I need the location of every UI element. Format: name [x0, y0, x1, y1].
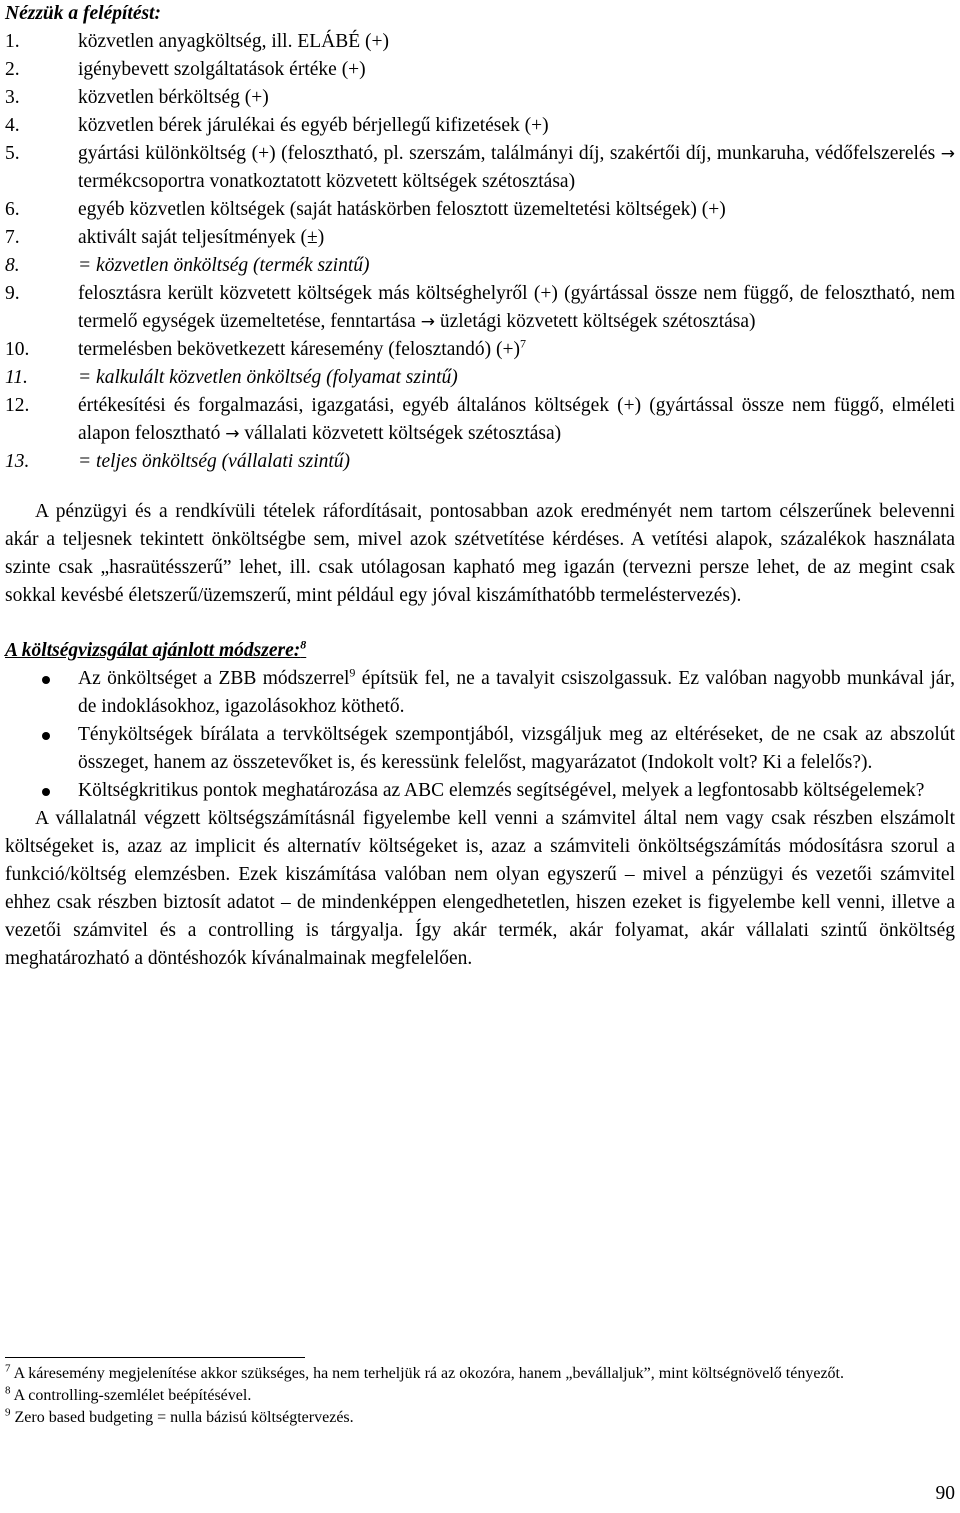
bullet-item: [5, 721, 955, 777]
item-number: 3.: [5, 87, 20, 108]
bullet-icon: [42, 732, 50, 740]
item-number: 12.: [5, 395, 30, 416]
method-list: [5, 665, 955, 805]
list-item: [5, 196, 955, 224]
item-number: 6.: [5, 199, 20, 220]
section-heading: Nézzük a felépítést:: [5, 3, 161, 24]
bullet-text: építsük fel, ne a tavalyit csiszolgassuk. Ez valóban nagyobb munkával jár, de indoklásokhoz, igazolásokhoz köthető.: [78, 668, 955, 717]
item-number: 5.: [5, 143, 20, 164]
item-text: közvetlen anyagköltség, ill. ELÁBÉ (+): [78, 31, 390, 52]
item-text: = közvetlen önköltség (termék szintű): [78, 255, 370, 276]
bullet-text: Tényköltségek bírálata a tervköltségek szempontjából, vizsgáljuk meg az eltéréseket, de ne csak az abszolút összeget, hanem az összetevőket is, és keressünk felelőst, magyarázatot (Indokolt volt? Ki a felelős?).: [78, 724, 955, 773]
item-text: termékcsoportra vonatkoztatott közvetett költségek szétosztása): [78, 171, 576, 192]
item-number: 7.: [5, 227, 20, 248]
footnote-divider: [5, 1357, 305, 1358]
list-item: [5, 140, 955, 196]
footnote: [5, 1363, 955, 1385]
spacer: [5, 476, 955, 498]
paragraph: A pénzügyi és a rendkívüli tételek ráfordításait, pontosabban azok eredményét nem tartom célszerűnek belevenni akár a teljesnek tekintett önköltségbe sem, mivel azok szétvetítése kérdéses. A vetítési alapok, százalékok használata szinte csak „hasraütésszerű” lehet, ill. csak utólagosan kapható meg igazán (tervezni persze lehet, de az megint csak sokkal kevésbé életszerű/üzemszerű, mint például egy jóval kiszámíthatóbb termeléstervezés).: [5, 501, 955, 606]
item-number: 11.: [5, 367, 28, 388]
paragraph: A vállalatnál végzett költségszámításnál figyelembe kell venni a számvitel által nem vagy csak részben elszámolt költségeket is, azaz az implicit és alternatív költségeket is, azaz a számviteli önköltségszámítás módosításra szorul a funkció/költség elemzésben. Ezek kiszámítása valóban nem olyan egyszerű – mivel a pénzügyi és vezetői számvitel ehhez csak részben biztosít adatot – de mindenképpen elengedhetetlen, hiszen ezeket is figyelembe kell venni, illetve a vezetői számvitel és a controlling is tárgyalja. Így akár termék, akár folyamat, akár vállalati szintű önköltség meghatározható a döntéshozók kívánalmainak megfelelően.: [5, 808, 955, 969]
spacer: [5, 610, 955, 637]
bullet-item: [5, 777, 955, 805]
item-number: 2.: [5, 59, 20, 80]
bullet-text: Az önköltséget a ZBB módszerrel: [78, 668, 350, 689]
bullet-text: Költségkritikus pontok meghatározása az ABC elemzés segítségével, melyek a legfontosabb költségelemek?: [78, 780, 925, 801]
item-text: üzletági közvetett költségek szétosztása): [439, 311, 756, 332]
item-text: közvetlen bérek járulékai és egyéb bérjellegű kifizetések (+): [78, 115, 549, 136]
item-number: 1.: [5, 31, 20, 52]
bullet-icon: [42, 676, 50, 684]
item-text: vállalati közvetett költségek szétosztása): [244, 423, 562, 444]
footnote-ref: 9: [349, 665, 356, 680]
footnote-text: A káresemény megjelenítése akkor szükséges, ha nem terheljük rá az okozóra, hanem „bevállaljuk”, mint költségnövelő tényezőt.: [10, 1365, 844, 1382]
item-number: 9.: [5, 283, 20, 304]
list-item: [5, 280, 955, 336]
item-text: termelésben bekövetkezett káresemény (felosztandó) (+): [78, 339, 520, 360]
footnote: [5, 1385, 955, 1407]
page-number: 90: [935, 1483, 955, 1504]
list-item: [5, 56, 955, 84]
method-title: [5, 637, 955, 665]
list-item: [5, 112, 955, 140]
footnote-mark: 8: [5, 1384, 11, 1397]
item-text: gyártási különköltség (+) (felosztható, pl. szerszám, találmányi díj, szakértői díj, munkaruha, védőfelszerelés: [78, 143, 936, 164]
arrow-icon: →: [420, 312, 435, 332]
list-item: [5, 252, 955, 280]
item-number: 4.: [5, 115, 20, 136]
footnote-ref: 7: [519, 336, 526, 351]
list-item: [5, 364, 955, 392]
item-number: 10.: [5, 339, 30, 360]
list-item: [5, 28, 955, 56]
list-item: [5, 84, 955, 112]
list-item: [5, 392, 955, 448]
item-text: közvetlen bérköltség (+): [78, 87, 269, 108]
item-text: felosztásra került közvetett költségek más költséghelyről (+) (gyártással össze nem függő, de felosztható, nem termelő egységek üzemeltetése, fenntartása: [78, 283, 955, 332]
footnote-ref: 8: [300, 637, 307, 652]
item-text: értékesítési és forgalmazási, igazgatási, egyéb általános költségek (+) (gyártással össze nem függő, elméleti alapon felosztható: [78, 395, 955, 444]
list-item: [5, 448, 955, 476]
item-text: = teljes önköltség (vállalati szintű): [78, 451, 351, 472]
footnote-mark: 9: [5, 1406, 11, 1419]
cost-structure-list: [5, 28, 955, 476]
bullet-icon: [42, 788, 50, 796]
footnote-text: A controlling-szemlélet beépítésével.: [10, 1387, 252, 1404]
arrow-icon: →: [940, 144, 956, 164]
item-text: = kalkulált közvetlen önköltség (folyamat szintű): [78, 367, 458, 388]
item-text: igénybevett szolgáltatások értéke (+): [78, 59, 366, 80]
footnote: [5, 1407, 955, 1429]
method-title-text: A költségvizsgálat ajánlott módszere:: [5, 640, 301, 661]
footnotes: [5, 1363, 955, 1429]
list-item: [5, 224, 955, 252]
item-number: 13.: [5, 451, 30, 472]
footnote-mark: 7: [5, 1362, 11, 1375]
bullet-item: [5, 665, 955, 721]
item-number: 8.: [5, 255, 20, 276]
item-text: aktivált saját teljesítmények (±): [78, 227, 325, 248]
list-item: [5, 336, 955, 364]
item-text: egyéb közvetlen költségek (saját hatáskörben felosztott üzemeltetési költségek) (+): [78, 199, 726, 220]
arrow-icon: →: [225, 424, 240, 444]
document-page: [5, 0, 955, 973]
footnote-text: Zero based budgeting = nulla bázisú költségtervezés.: [10, 1409, 354, 1426]
